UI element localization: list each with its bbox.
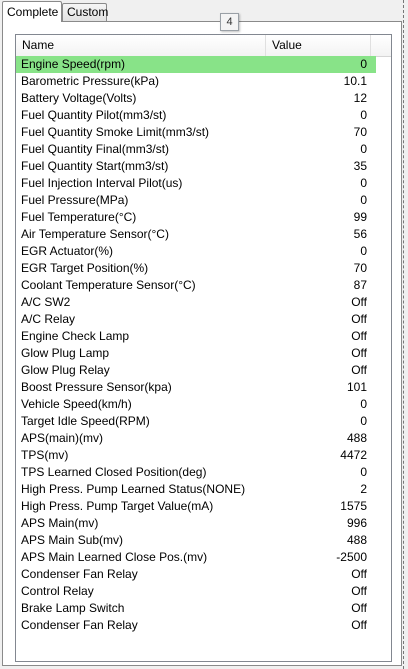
row-name: Boost Pressure Sensor(kpa) <box>21 380 172 394</box>
row-name: Coolant Temperature Sensor(°C) <box>21 278 196 292</box>
row-value: 87 <box>353 278 367 292</box>
table-row[interactable] <box>16 277 376 294</box>
table-row[interactable] <box>16 260 376 277</box>
table-row[interactable] <box>16 430 376 447</box>
table-row[interactable] <box>16 583 376 600</box>
row-name: APS Main Learned Close Pos.(mv) <box>21 550 208 564</box>
row-name: APS(main)(mv) <box>21 431 104 445</box>
row-name: Engine Speed(rpm) <box>21 57 126 71</box>
row-value: Off <box>351 618 367 632</box>
row-name: TPS(mv) <box>21 448 69 462</box>
table-row[interactable] <box>16 90 376 107</box>
table-row[interactable] <box>16 447 376 464</box>
row-value: 488 <box>346 533 367 547</box>
table-row[interactable] <box>16 379 376 396</box>
row-name: High Press. Pump Learned Status(NONE) <box>21 482 246 496</box>
row-name: Target Idle Speed(RPM) <box>21 414 150 428</box>
tab-custom[interactable]: Custom <box>62 3 107 21</box>
row-value: Off <box>351 312 367 326</box>
row-name: APS Main(mv) <box>21 516 99 530</box>
row-name: Fuel Temperature(°C) <box>21 210 137 224</box>
page-indicator-badge: 4 <box>220 13 239 31</box>
row-name: APS Main Sub(mv) <box>21 533 124 547</box>
row-name: Brake Lamp Switch <box>21 601 125 615</box>
row-value: 0 <box>360 414 367 428</box>
window-edge <box>403 0 408 669</box>
row-value: Off <box>351 346 367 360</box>
row-value: 12 <box>353 91 367 105</box>
row-value: 488 <box>346 431 367 445</box>
row-name: Fuel Quantity Pilot(mm3/st) <box>21 108 167 122</box>
row-name: Air Temperature Sensor(°C) <box>21 227 169 241</box>
row-value: 2 <box>360 482 367 496</box>
row-name: Barometric Pressure(kPa) <box>21 74 160 88</box>
table-row[interactable] <box>16 175 376 192</box>
row-value: 99 <box>353 210 367 224</box>
table-row[interactable] <box>16 396 376 413</box>
row-name: A/C Relay <box>21 312 76 326</box>
row-value: 0 <box>360 397 367 411</box>
parameter-list[interactable] <box>15 34 392 662</box>
row-value: Off <box>351 584 367 598</box>
list-header <box>16 35 391 57</box>
table-row[interactable] <box>16 532 376 549</box>
row-name: High Press. Pump Target Value(mA) <box>21 499 214 513</box>
table-row[interactable] <box>16 311 376 328</box>
row-value: 1575 <box>340 499 367 513</box>
table-row[interactable] <box>16 124 376 141</box>
row-name: Fuel Quantity Start(mm3/st) <box>21 159 169 173</box>
table-row[interactable] <box>16 617 376 634</box>
row-value: 0 <box>360 108 367 122</box>
row-value: 0 <box>360 176 367 190</box>
table-row[interactable] <box>16 226 376 243</box>
row-value: -2500 <box>336 550 367 564</box>
table-row[interactable] <box>16 464 376 481</box>
row-name: Condenser Fan Relay <box>21 618 138 632</box>
table-row[interactable] <box>16 345 376 362</box>
row-name: Glow Plug Relay <box>21 363 110 377</box>
table-row[interactable] <box>16 243 376 260</box>
row-value: Off <box>351 363 367 377</box>
row-value: 101 <box>346 380 367 394</box>
table-row[interactable] <box>16 600 376 617</box>
table-row[interactable] <box>16 192 376 209</box>
table-row[interactable] <box>16 566 376 583</box>
table-row[interactable] <box>16 413 376 430</box>
table-row[interactable] <box>16 515 376 532</box>
row-name: Fuel Pressure(MPa) <box>21 193 129 207</box>
row-name: Engine Check Lamp <box>21 329 130 343</box>
table-row[interactable] <box>16 362 376 379</box>
row-value: Off <box>351 567 367 581</box>
table-row[interactable] <box>16 56 376 73</box>
row-value: 10.1 <box>343 74 367 88</box>
row-value: 70 <box>353 261 367 275</box>
table-row[interactable] <box>16 73 376 90</box>
row-name: Fuel Injection Interval Pilot(us) <box>21 176 183 190</box>
table-row[interactable] <box>16 158 376 175</box>
row-value: Off <box>351 601 367 615</box>
list-rows <box>16 56 376 634</box>
row-name: Glow Plug Lamp <box>21 346 110 360</box>
table-row[interactable] <box>16 328 376 345</box>
row-name: Fuel Quantity Smoke Limit(mm3/st) <box>21 125 210 139</box>
column-header-name[interactable]: Name <box>16 35 266 56</box>
row-value: 4472 <box>340 448 367 462</box>
tab-bar <box>0 0 408 22</box>
tab-complete[interactable]: Complete <box>2 1 62 22</box>
row-value: 0 <box>360 244 367 258</box>
row-value: Off <box>351 329 367 343</box>
row-name: Battery Voltage(Volts) <box>21 91 137 105</box>
row-value: 35 <box>353 159 367 173</box>
row-name: EGR Target Position(%) <box>21 261 149 275</box>
row-value: 70 <box>353 125 367 139</box>
row-name: Fuel Quantity Final(mm3/st) <box>21 142 170 156</box>
row-name: Control Relay <box>21 584 94 598</box>
row-value: 56 <box>353 227 367 241</box>
row-name: Condenser Fan Relay <box>21 567 138 581</box>
row-value: 0 <box>360 57 367 71</box>
column-header-value[interactable]: Value <box>266 35 371 56</box>
table-row[interactable] <box>16 209 376 226</box>
row-value: 0 <box>360 193 367 207</box>
table-row[interactable] <box>16 107 376 124</box>
row-value: 0 <box>360 142 367 156</box>
row-name: EGR Actuator(%) <box>21 244 114 258</box>
row-name: Vehicle Speed(km/h) <box>21 397 132 411</box>
table-row[interactable] <box>16 141 376 158</box>
table-row[interactable] <box>16 481 376 498</box>
row-value: 0 <box>360 465 367 479</box>
row-name: TPS Learned Closed Position(deg) <box>21 465 207 479</box>
table-row[interactable] <box>16 498 376 515</box>
row-name: A/C SW2 <box>21 295 71 309</box>
table-row[interactable] <box>16 294 376 311</box>
table-row[interactable] <box>16 549 376 566</box>
row-value: 996 <box>346 516 367 530</box>
row-value: Off <box>351 295 367 309</box>
